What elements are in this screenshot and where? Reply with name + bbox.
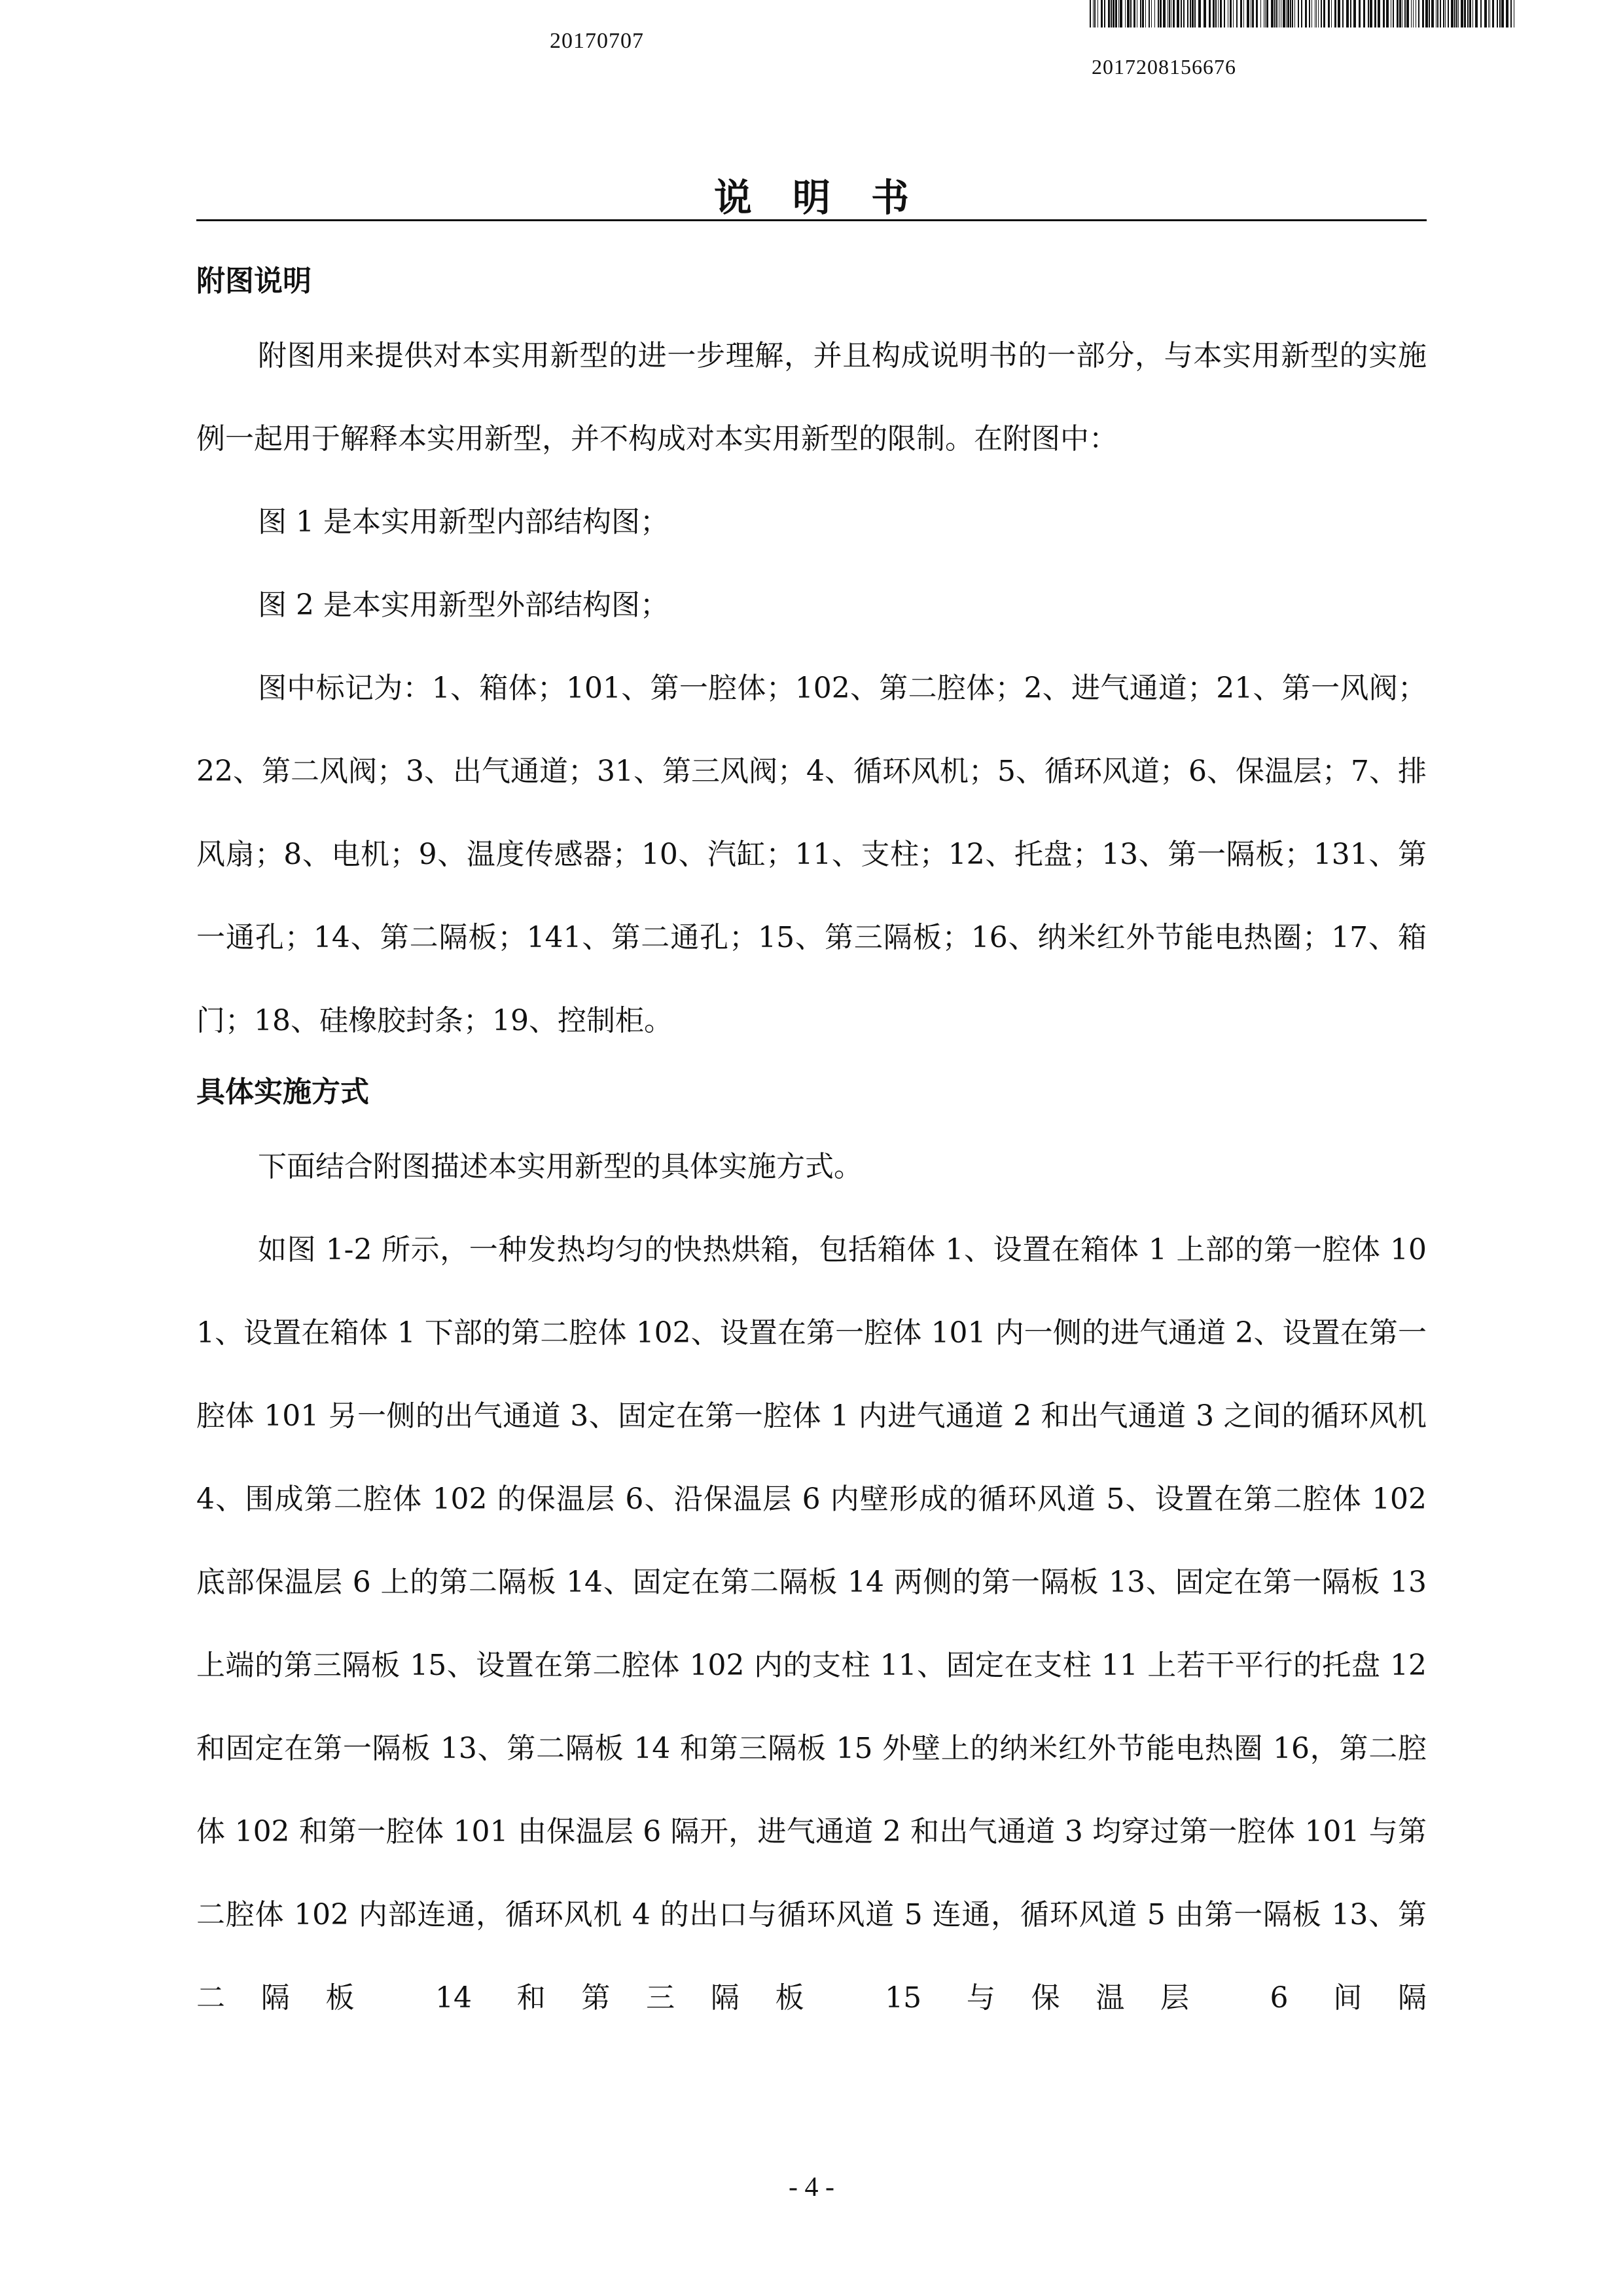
page-number: - 4 - — [789, 2172, 834, 2202]
title-divider — [196, 219, 1427, 221]
barcode-image — [1090, 0, 1518, 27]
section-heading-embodiment: 具体实施方式 — [196, 1075, 369, 1109]
paragraph-embodiment-intro: 下面结合附图描述本实用新型的具体实施方式。 — [258, 1150, 863, 1183]
header-date: 20170707 — [550, 29, 644, 53]
section-heading-drawings: 附图说明 — [196, 264, 312, 298]
paragraph-fig1: 图 1 是本实用新型内部结构图； — [258, 505, 669, 539]
paragraph-drawings-intro: 附图用来提供对本实用新型的进一步理解，并且构成说明书的一部分，与本实用新型的实施例一起用于解释本实用新型，并不构成对本实用新型的限制。在附图中： — [196, 339, 1427, 456]
application-number: 2017208156676 — [1092, 55, 1236, 79]
paragraph-fig2: 图 2 是本实用新型外部结构图； — [258, 588, 669, 622]
paragraph-embodiment-body: 如图 1-2 所示，一种发热均匀的快热烘箱，包括箱体 1、设置在箱体 1 上部的第一腔体 101、设置在箱体 1 下部的第二腔体 102、设置在第一腔体 101 内一侧的进气通道 2、设置在第一腔体 101 另一侧的出气通道 3、固定在第一腔体 1 内进气通道 2 和出气通道 3 之间的循环风机 4、围成第二腔体 102 的保温层 6、沿保温层 6 内壁形成的循环风道 5、设置在第二腔体 102 底部保温层 6 上的第二隔板 14、固定在第二隔板 14 两侧的第一隔板 13、固定在第一隔板 13 上端的第三隔板 15、设置在第二腔体 102 内的支柱 11、固定在支柱 11 上若干平行的托盘 12 和固定在第一隔板 13、第二隔板 14 和第三隔板 15 外壁上的纳米红外节能电热圈 16，第二腔体 102 和第一腔体 101 由保温层 6 隔开，进气通道 2 和出气通道 3 均穿过第一腔体 101 与第二腔体 102 内部连通，循环风机 4 的出口与循环风道 5 连通，循环风道 5 由第一隔板 13、第二隔板 14 和第三隔板 15 与保温层 6 间隔 — [196, 1233, 1427, 2015]
page-title: 说明书 — [713, 175, 950, 220]
paragraph-labels: 图中标记为：1、箱体；101、第一腔体；102、第二腔体；2、进气通道；21、第一风阀；22、第二风阀；3、出气通道；31、第三风阀；4、循环风机；5、循环风道；6、保温层；7、排风扇；8、电机；9、温度传感器；10、汽缸；11、支柱；12、托盘；13、第一隔板；131、第一通孔；14、第二隔板；141、第二通孔；15、第三隔板；16、纳米红外节能电热圈；17、箱门；18、硅橡胶封条；19、控制柜。 — [196, 672, 1427, 1037]
document-body — [196, 249, 1427, 2039]
